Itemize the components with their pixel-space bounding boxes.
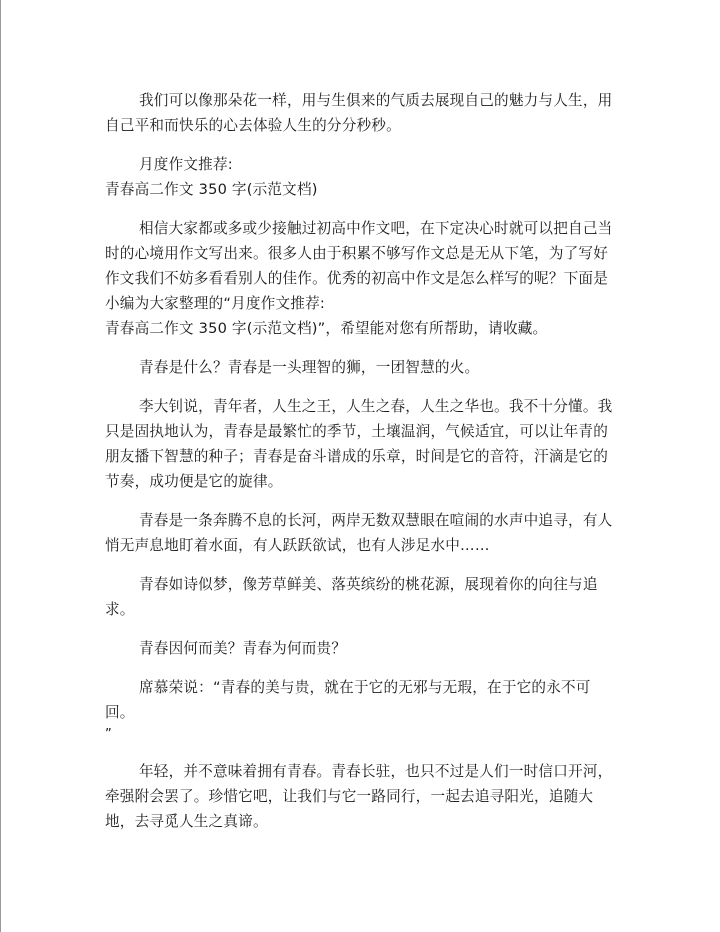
paragraph: 席慕荣说：“青春的美与贵，就在于它的无邪与无瑕，在于它的永不可回。 [105,679,591,721]
article-title: 青春高二作文 350 字(示范文档) [105,181,318,198]
recommend-label: 月度作文推荐: [139,156,233,173]
paragraph: 青春是一条奔腾不息的长河，两岸无数双慧眼在喧闹的水声中追寻，有人悄无声息地盯着水面，有人跃跃欲试，也有人涉足水中…… [105,512,613,554]
lead-paragraph: 相信大家都或多或少接触过初高中作文吧，在下定决心时就可以把自己当时的心境用作文写出来。很多人由于积累不够写作文总是无从下笔，为了写好作文我们不妨多看看别人的佳作。优秀的初高中作文是怎么样写的呢？下面是小编为大家整理的“月度作文推荐: [105,220,613,312]
lead-tail: 青春高二作文 350 字(示范文档)”，希望能对您有所帮助，请收藏。 [105,320,548,337]
paragraph: 青春因何而美？青春为何而贵？ [139,640,347,657]
page-border [0,0,1,932]
paragraph: 李大钊说，青年者，人生之王，人生之春，人生之华也。我不十分懂。我只是固执地认为，青春是最繁忙的季节，土壤温润，气候适宜，可以让年青的朋友播下智慧的种子；青春是奋斗谱成的乐章，时间是它的音符，汗滴是它的节奏，成功便是它的旋律。 [105,398,613,490]
paragraph: 青春如诗似梦，像芳草鲜美、落英缤纷的桃花源，展现着你的向往与追求。 [105,576,598,618]
intro-paragraph: 我们可以像那朵花一样，用与生俱来的气质去展现自己的魅力与人生，用自己平和而快乐的心去体验人生的分分秒秒。 [105,92,613,134]
final-paragraph: 年轻，并不意味着拥有青春。青春长驻，也只不过是人们一时信口开河，牵强附会罢了。珍惜它吧，让我们与它一路同行，一起去追寻阳光，追随大地，去寻觅人生之真谛。 [105,763,613,830]
closing-quote: ” [105,727,112,742]
document-body [105,88,613,834]
paragraph: 青春是什么？青春是一头理智的狮，一团智慧的火。 [139,359,480,376]
